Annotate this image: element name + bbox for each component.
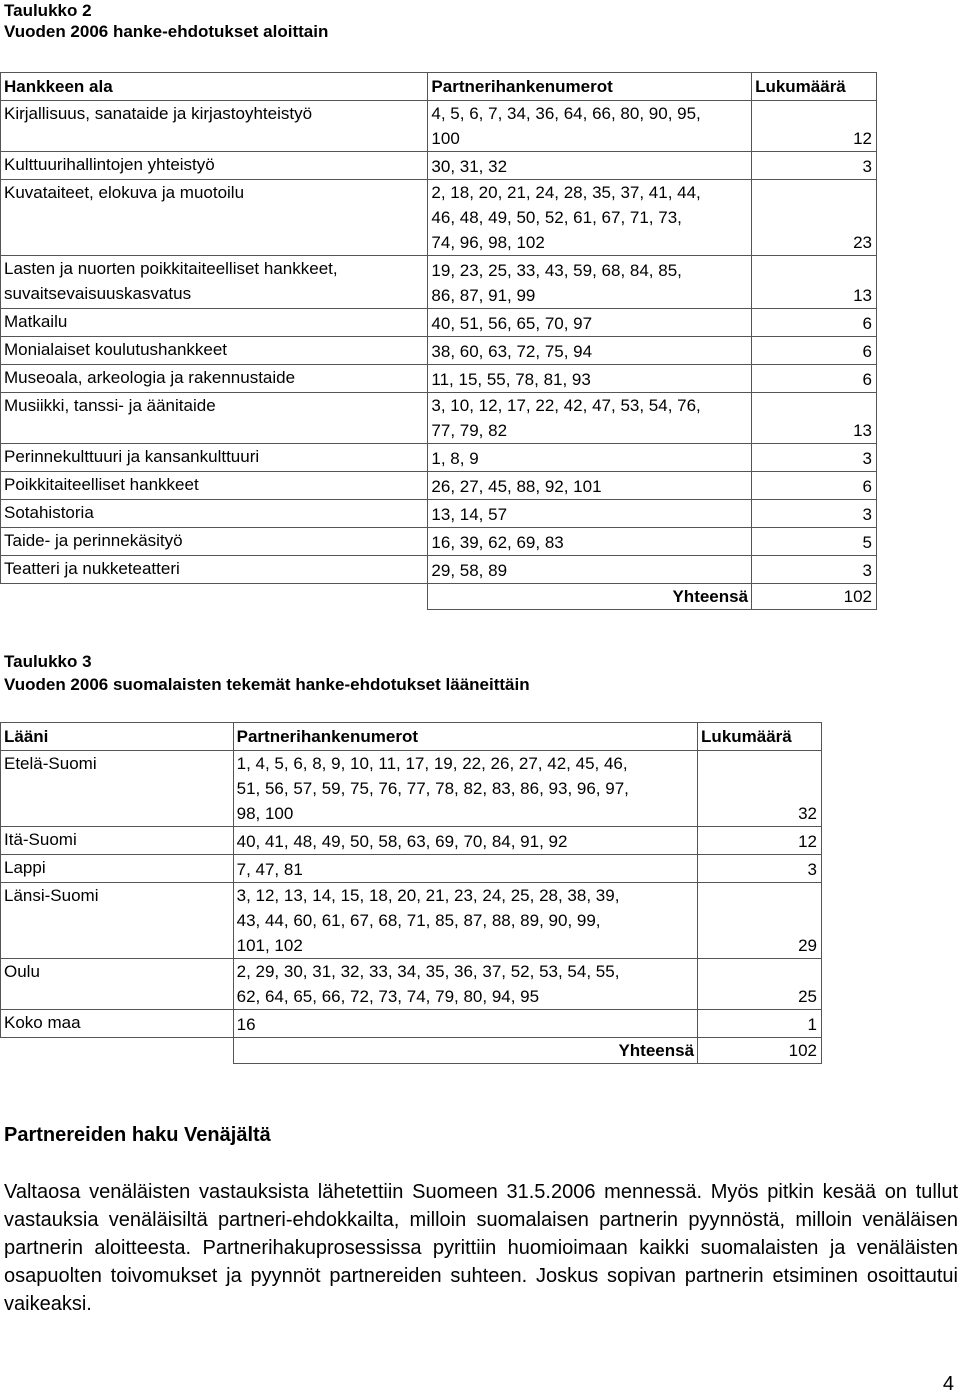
table-header-row bbox=[1, 723, 822, 751]
row-label-cell: Poikkitaiteelliset hankkeet bbox=[1, 472, 428, 500]
row-label-cell: Kulttuurihallintojen yhteistyö bbox=[1, 152, 428, 180]
total-row bbox=[1, 584, 877, 610]
table-row bbox=[1, 556, 877, 584]
partner-numbers-cell: 13, 14, 57 bbox=[428, 500, 752, 528]
empty-cell bbox=[1, 1038, 234, 1064]
row-label-cell: Teatteri ja nukketeatteri bbox=[1, 556, 428, 584]
count-cell: 13 bbox=[752, 393, 877, 444]
total-value: 102 bbox=[698, 1038, 822, 1064]
row-label-cell: Musiikki, tanssi- ja äänitaide bbox=[1, 393, 428, 444]
table-row bbox=[1, 256, 877, 309]
table-row bbox=[1, 337, 877, 365]
total-value: 102 bbox=[752, 584, 877, 610]
count-cell: 3 bbox=[752, 556, 877, 584]
count-cell: 6 bbox=[752, 472, 877, 500]
partner-numbers-cell: 4, 5, 6, 7, 34, 36, 64, 66, 80, 90, 95, 100 bbox=[428, 101, 752, 152]
count-cell: 6 bbox=[752, 365, 877, 393]
table-row bbox=[1, 180, 877, 256]
table-row bbox=[1, 751, 822, 827]
count-cell: 3 bbox=[698, 855, 822, 883]
partner-numbers-cell: 3, 12, 13, 14, 15, 18, 20, 21, 23, 24, 25, 28, 38, 39, 43, 44, 60, 61, 67, 68, 71, 85, 87, 88, 89, 90, 99, 101, 102 bbox=[233, 883, 697, 959]
table-row bbox=[1, 959, 822, 1010]
table-row bbox=[1, 1010, 822, 1038]
partner-numbers-cell: 26, 27, 45, 88, 92, 101 bbox=[428, 472, 752, 500]
total-row bbox=[1, 1038, 822, 1064]
row-label-cell: Itä-Suomi bbox=[1, 827, 234, 855]
table3-caption-title: Vuoden 2006 suomalaisten tekemät hanke-ehdotukset lääneittäin bbox=[4, 675, 530, 694]
column-header: Lukumäärä bbox=[752, 73, 877, 101]
count-cell: 1 bbox=[698, 1010, 822, 1038]
partner-numbers-cell: 2, 18, 20, 21, 24, 28, 35, 37, 41, 44, 46, 48, 49, 50, 52, 61, 67, 71, 73, 74, 96, 98, 102 bbox=[428, 180, 752, 256]
partner-numbers-cell: 3, 10, 12, 17, 22, 42, 47, 53, 54, 76, 77, 79, 82 bbox=[428, 393, 752, 444]
count-cell: 25 bbox=[698, 959, 822, 1010]
table-row bbox=[1, 827, 822, 855]
partner-numbers-cell: 30, 31, 32 bbox=[428, 152, 752, 180]
table-row bbox=[1, 152, 877, 180]
table3 bbox=[0, 722, 822, 1064]
partner-numbers-cell: 38, 60, 63, 72, 75, 94 bbox=[428, 337, 752, 365]
partner-numbers-cell: 40, 51, 56, 65, 70, 97 bbox=[428, 309, 752, 337]
count-cell: 3 bbox=[752, 444, 877, 472]
count-cell: 23 bbox=[752, 180, 877, 256]
row-label-cell: Lappi bbox=[1, 855, 234, 883]
column-header: Lukumäärä bbox=[698, 723, 822, 751]
count-cell: 12 bbox=[752, 101, 877, 152]
body-paragraph: Valtaosa venäläisten vastauksista lähetettiin Suomeen 31.5.2006 mennessä. Myös pitkin kesää on tullut vastauksia venäläisiltä partneri-ehdokkailta, milloin suomalaisen partnerin pyynnöstä, milloin venäläisen partnerin aloitteesta. Partnerihakuprosessissa pyrittiin huomioimaan kaikki suomalaisten ja venäläisten osapuolten toivomukset ja pyynnöt partnereiden suhteen. Joskus sopivan partnerin etsiminen osoittautui vaikeaksi. bbox=[4, 1181, 958, 1315]
table-row bbox=[1, 393, 877, 444]
row-label-cell: Matkailu bbox=[1, 309, 428, 337]
row-label-cell: Monialaiset koulutushankkeet bbox=[1, 337, 428, 365]
table-row bbox=[1, 855, 822, 883]
column-header: Hankkeen ala bbox=[1, 73, 428, 101]
column-header: Partnerihankenumerot bbox=[428, 73, 752, 101]
partner-numbers-cell: 16 bbox=[233, 1010, 697, 1038]
partner-numbers-cell: 29, 58, 89 bbox=[428, 556, 752, 584]
count-cell: 13 bbox=[752, 256, 877, 309]
count-cell: 32 bbox=[698, 751, 822, 827]
table2-caption-title: Vuoden 2006 hanke-ehdotukset aloittain bbox=[4, 22, 329, 41]
table2 bbox=[0, 72, 877, 610]
table-row bbox=[1, 101, 877, 152]
count-cell: 29 bbox=[698, 883, 822, 959]
partner-numbers-cell: 19, 23, 25, 33, 43, 59, 68, 84, 85, 86, 87, 91, 99 bbox=[428, 256, 752, 309]
table-header-row bbox=[1, 73, 877, 101]
row-label-cell: Kuvataiteet, elokuva ja muotoilu bbox=[1, 180, 428, 256]
partner-numbers-cell: 11, 15, 55, 78, 81, 93 bbox=[428, 365, 752, 393]
row-label-cell: Oulu bbox=[1, 959, 234, 1010]
partner-numbers-cell: 40, 41, 48, 49, 50, 58, 63, 69, 70, 84, 91, 92 bbox=[233, 827, 697, 855]
partner-numbers-cell: 7, 47, 81 bbox=[233, 855, 697, 883]
table2-caption-number: Taulukko 2 bbox=[4, 1, 92, 20]
page-number: 4 bbox=[942, 1373, 954, 1395]
count-cell: 3 bbox=[752, 152, 877, 180]
count-cell: 3 bbox=[752, 500, 877, 528]
partner-numbers-cell: 1, 8, 9 bbox=[428, 444, 752, 472]
partner-numbers-cell: 16, 39, 62, 69, 83 bbox=[428, 528, 752, 556]
count-cell: 6 bbox=[752, 309, 877, 337]
table3-caption-number: Taulukko 3 bbox=[4, 652, 92, 671]
count-cell: 12 bbox=[698, 827, 822, 855]
column-header: Lääni bbox=[1, 723, 234, 751]
row-label-cell: Kirjallisuus, sanataide ja kirjastoyhteistyö bbox=[1, 101, 428, 152]
total-label: Yhteensä bbox=[233, 1038, 697, 1064]
section-heading: Partnereiden haku Venäjältä bbox=[4, 1124, 271, 1146]
empty-cell bbox=[1, 584, 428, 610]
row-label-cell: Taide- ja perinnekäsityö bbox=[1, 528, 428, 556]
table-row bbox=[1, 444, 877, 472]
count-cell: 5 bbox=[752, 528, 877, 556]
table-row bbox=[1, 528, 877, 556]
table-row bbox=[1, 883, 822, 959]
partner-numbers-cell: 2, 29, 30, 31, 32, 33, 34, 35, 36, 37, 52, 53, 54, 55, 62, 64, 65, 66, 72, 73, 74, 79, 80, 94, 95 bbox=[233, 959, 697, 1010]
partner-numbers-cell: 1, 4, 5, 6, 8, 9, 10, 11, 17, 19, 22, 26, 27, 42, 45, 46, 51, 56, 57, 59, 75, 76, 77, 78, 82, 83, 86, 93, 96, 97, 98, 100 bbox=[233, 751, 697, 827]
table-row bbox=[1, 472, 877, 500]
row-label-cell: Länsi-Suomi bbox=[1, 883, 234, 959]
table-row bbox=[1, 500, 877, 528]
row-label-cell: Museoala, arkeologia ja rakennustaide bbox=[1, 365, 428, 393]
count-cell: 6 bbox=[752, 337, 877, 365]
total-label: Yhteensä bbox=[428, 584, 752, 610]
table-row bbox=[1, 365, 877, 393]
row-label-cell: Sotahistoria bbox=[1, 500, 428, 528]
row-label-cell: Koko maa bbox=[1, 1010, 234, 1038]
row-label-cell: Etelä-Suomi bbox=[1, 751, 234, 827]
column-header: Partnerihankenumerot bbox=[233, 723, 697, 751]
table-row bbox=[1, 309, 877, 337]
row-label-cell: Perinnekulttuuri ja kansankulttuuri bbox=[1, 444, 428, 472]
row-label-cell: Lasten ja nuorten poikkitaiteelliset hankkeet, suvaitsevaisuuskasvatus bbox=[1, 256, 428, 309]
